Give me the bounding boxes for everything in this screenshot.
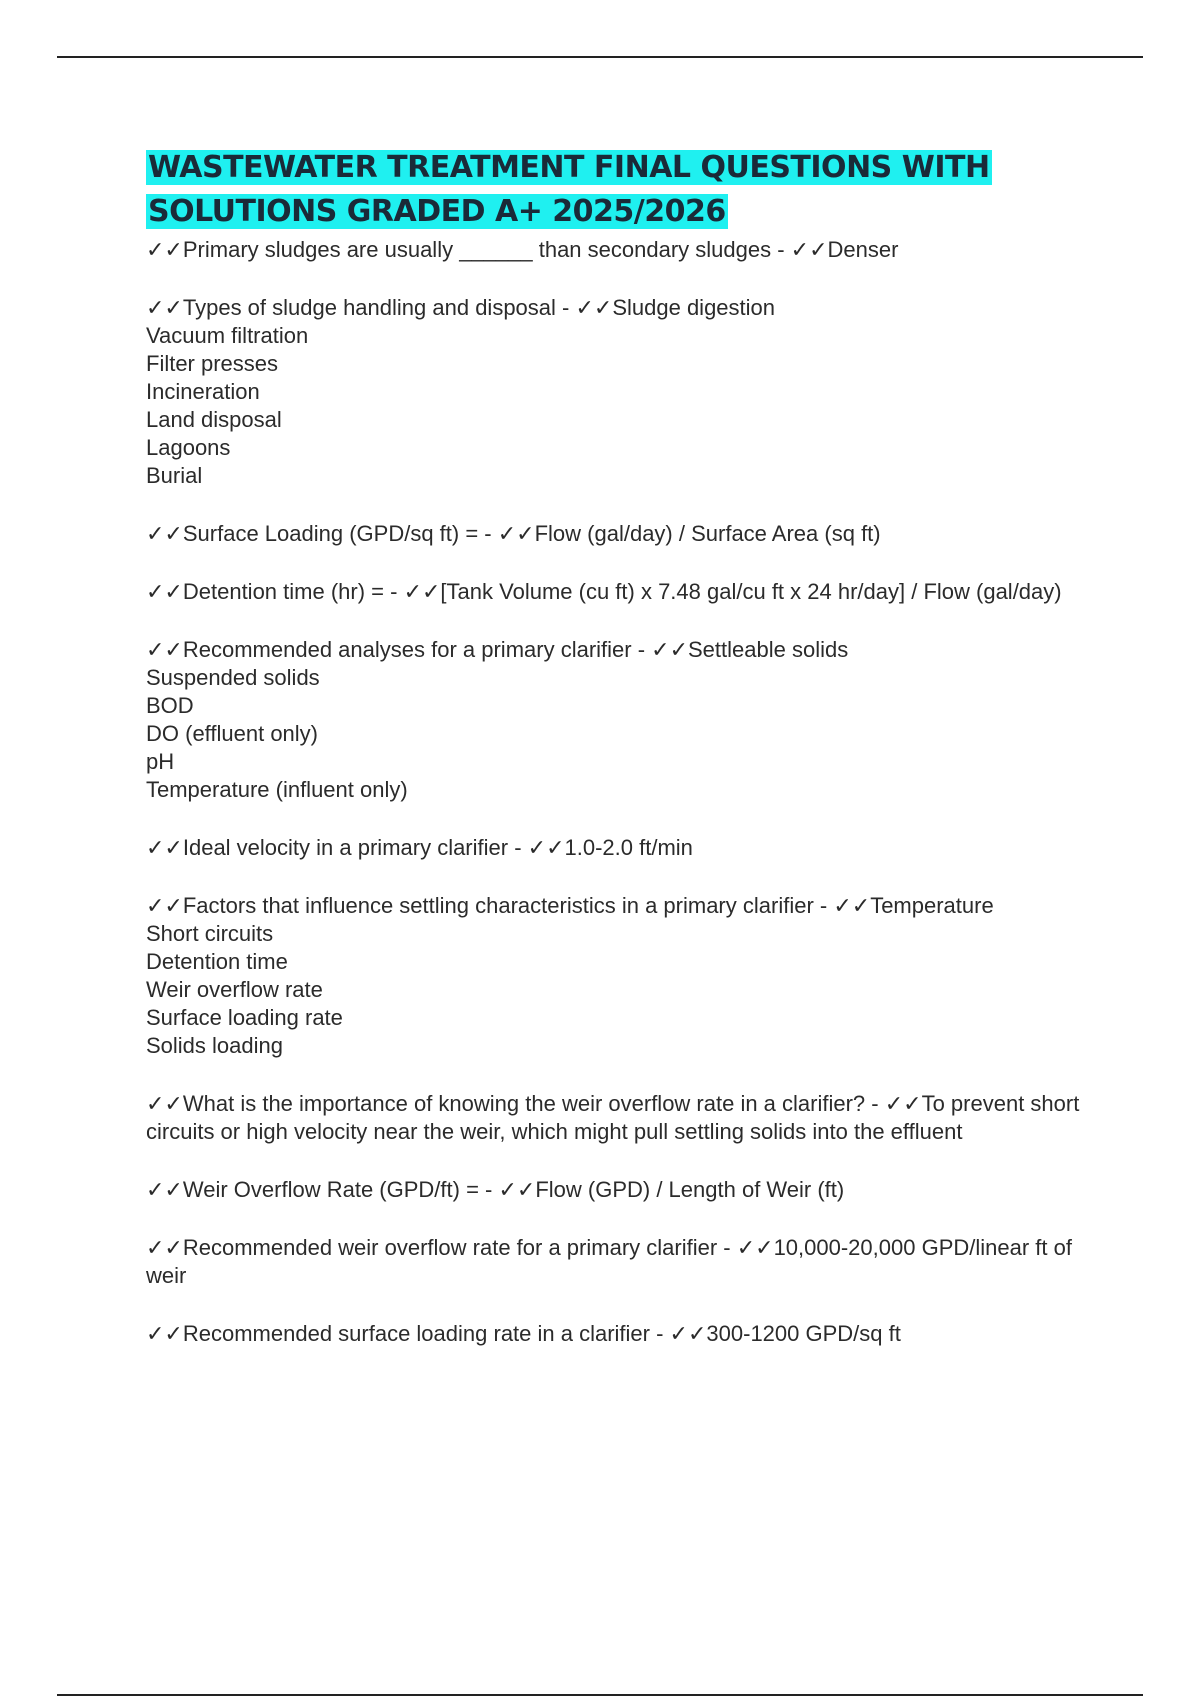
answer-list-item: pH: [146, 749, 175, 774]
qa-entry: [146, 520, 1086, 548]
document-body: [146, 146, 1086, 1378]
qa-entry: [146, 578, 1086, 606]
question-text: ✓✓Recommended weir overflow rate for a primary clarifier -: [146, 1235, 737, 1260]
question-text: ✓✓Primary sludges are usually ______ than secondary sludges -: [146, 237, 791, 262]
qa-first-line: [146, 1090, 1086, 1146]
answer-list-item: DO (effluent only): [146, 721, 319, 746]
qa-entry: [146, 1320, 1086, 1348]
answer-list-item: Temperature (influent only): [146, 777, 408, 802]
answer-list-item: Vacuum filtration: [146, 323, 309, 348]
answer-list-item: Land disposal: [146, 407, 282, 432]
answer-text: ✓✓Settleable solids: [651, 637, 849, 662]
title-line-2: SOLUTIONS GRADED A+ 2025/2026: [148, 194, 726, 229]
answer-text: ✓✓Sludge digestion: [575, 295, 776, 320]
answer-text: ✓✓1.0-2.0 ft/min: [527, 835, 693, 860]
header-rule: [57, 56, 1143, 58]
answer-list-item: BOD: [146, 693, 194, 718]
footer-rule: [57, 1694, 1143, 1696]
qa-first-line: [146, 636, 1086, 664]
answer-text: ✓✓Denser: [790, 237, 899, 262]
qa-entry: [146, 892, 1086, 1060]
qa-first-line: [146, 834, 1086, 862]
question-text: ✓✓Detention time (hr) = -: [146, 579, 404, 604]
qa-first-line: [146, 892, 1086, 920]
question-text: ✓✓Recommended analyses for a primary clarifier -: [146, 637, 652, 662]
qa-entry: [146, 636, 1086, 804]
qa-first-line: [146, 520, 1086, 548]
answer-list-item: Short circuits: [146, 921, 274, 946]
qa-entry: [146, 294, 1086, 490]
answer-list-item: Burial: [146, 463, 203, 488]
question-text: ✓✓Weir Overflow Rate (GPD/ft) = -: [146, 1177, 499, 1202]
page-title: [146, 146, 1086, 234]
qa-first-line: [146, 1320, 1086, 1348]
qa-list: [146, 236, 1086, 1348]
answer-text: ✓✓Flow (GPD) / Length of Weir (ft): [498, 1177, 845, 1202]
answer-text: ✓✓To prevent short circuits or high velocity near the weir, which might pull settling solids into the effluent: [146, 1091, 1080, 1144]
qa-first-line: [146, 1234, 1086, 1290]
question-text: ✓✓Types of sludge handling and disposal -: [146, 295, 576, 320]
answer-list-item: Solids loading: [146, 1033, 283, 1058]
qa-entry: [146, 1234, 1086, 1290]
qa-entry: [146, 1176, 1086, 1204]
answer-text: ✓✓300-1200 GPD/sq ft: [669, 1321, 901, 1346]
question-text: ✓✓What is the importance of knowing the weir overflow rate in a clarifier? -: [146, 1091, 885, 1116]
answer-list-item: Suspended solids: [146, 665, 320, 690]
question-text: ✓✓Ideal velocity in a primary clarifier -: [146, 835, 528, 860]
qa-first-line: [146, 1176, 1086, 1204]
answer-list-item: Detention time: [146, 949, 288, 974]
qa-first-line: [146, 578, 1086, 606]
question-text: ✓✓Factors that influence settling characteristics in a primary clarifier -: [146, 893, 834, 918]
answer-list-item: Weir overflow rate: [146, 977, 323, 1002]
question-text: ✓✓Surface Loading (GPD/sq ft) = -: [146, 521, 498, 546]
answer-text: ✓✓10,000-20,000 GPD/linear ft of weir: [146, 1235, 1072, 1288]
answer-text: ✓✓[Tank Volume (cu ft) x 7.48 gal/cu ft x 24 hr/day] / Flow (gal/day): [403, 579, 1062, 604]
answer-list-item: Filter presses: [146, 351, 279, 376]
answer-text: ✓✓Temperature: [833, 893, 994, 918]
qa-entry: [146, 834, 1086, 862]
question-text: ✓✓Recommended surface loading rate in a clarifier -: [146, 1321, 670, 1346]
qa-first-line: [146, 294, 1086, 322]
answer-list-item: Surface loading rate: [146, 1005, 343, 1030]
qa-first-line: [146, 236, 1086, 264]
answer-list-item: Lagoons: [146, 435, 231, 460]
answer-text: ✓✓Flow (gal/day) / Surface Area (sq ft): [497, 521, 881, 546]
answer-list-item: Incineration: [146, 379, 260, 404]
qa-entry: [146, 1090, 1086, 1146]
title-line-1: WASTEWATER TREATMENT FINAL QUESTIONS WITH: [148, 150, 990, 185]
qa-entry: [146, 236, 1086, 264]
